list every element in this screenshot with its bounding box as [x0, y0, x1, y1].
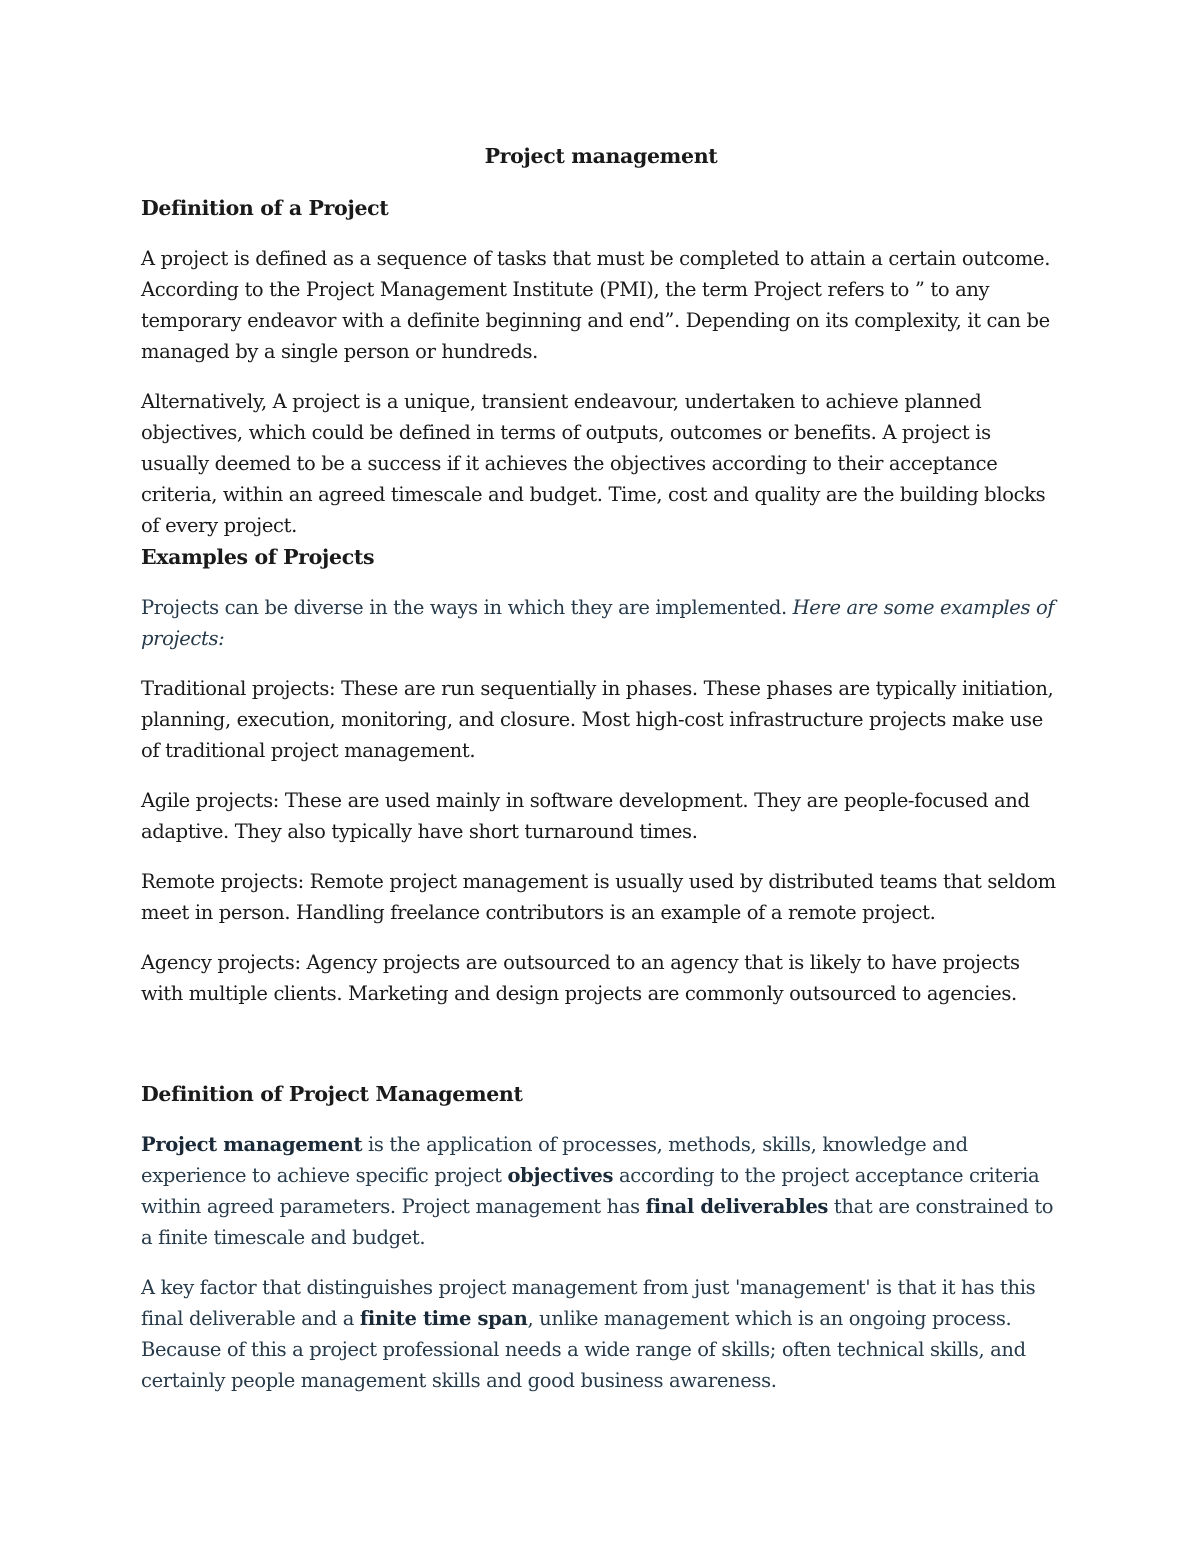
bold-term: finite time span: [359, 1307, 528, 1330]
heading-definition-of-project: Definition of a Project: [141, 196, 389, 220]
heading-examples-of-projects: Examples of Projects: [141, 545, 375, 569]
pm-key-factor-text: A key factor that distinguishes project management from just 'management' is that it has this final deliverable and a: [141, 1276, 1036, 1330]
examples-intro-italic: Here are some examples of projects:: [141, 596, 1055, 650]
pm-definition-text: is the application of processes, methods, skills, knowledge and experience to achieve specific project: [141, 1133, 968, 1187]
paragraph-pm-definition: [141, 1129, 1061, 1253]
paragraph-examples-intro: [141, 592, 1061, 654]
bold-term: final deliverables: [645, 1195, 829, 1218]
list-item: Agile projects: These are used mainly in software development. They are people-focused and adaptive. They also typically have short turnaround times.: [141, 789, 1030, 843]
heading-definition-of-project-management: Definition of Project Management: [141, 1082, 523, 1106]
document-title: Project management: [484, 144, 718, 168]
paragraph-project-alternative: Alternatively, A project is a unique, transient endeavour, undertaken to achieve planned objectives, which could be defined in terms of outputs, outcomes or benefits. A project is usually deemed to be a success if it achieves the objectives according to their acceptance criteria, within an agreed timescale and budget. Time, cost and quality are the building blocks of every project.: [141, 390, 1046, 537]
bold-term: objectives: [507, 1164, 614, 1187]
paragraph-pm-key-factor: [141, 1272, 1061, 1396]
bold-term: Project management: [141, 1133, 363, 1156]
pm-key-factor-text: , unlike management which is an ongoing process. Because of this a project professional needs a wide range of skills; often technical skills, and certainly people management skills and good business awareness.: [141, 1307, 1026, 1392]
examples-intro-text: Projects can be diverse in the ways in which they are implemented.: [141, 596, 787, 619]
list-item: Traditional projects: These are run sequentially in phases. These phases are typically initiation, planning, execution, monitoring, and closure. Most high-cost infrastructure projects make use of traditional project management.: [141, 677, 1054, 762]
section-spacer: [141, 1028, 1061, 1078]
document-page: [141, 140, 1061, 1415]
list-item: Remote projects: Remote project management is usually used by distributed teams that seldom meet in person. Handling freelance contributors is an example of a remote project.: [141, 870, 1056, 924]
pm-definition-text: that are constrained to a finite timescale and budget.: [141, 1195, 1054, 1249]
pm-definition-text: according to the project acceptance criteria within agreed parameters. Project management has: [141, 1164, 1040, 1218]
list-item: Agency projects: Agency projects are outsourced to an agency that is likely to have projects with multiple clients. Marketing and design projects are commonly outsourced to agencies.: [141, 951, 1020, 1005]
paragraph-project-definition: A project is defined as a sequence of tasks that must be completed to attain a certain outcome. According to the Project Management Institute (PMI), the term Project refers to ” to any temporary endeavor with a definite beginning and end”. Depending on its complexity, it can be managed by a single person or hundreds.: [141, 247, 1051, 363]
